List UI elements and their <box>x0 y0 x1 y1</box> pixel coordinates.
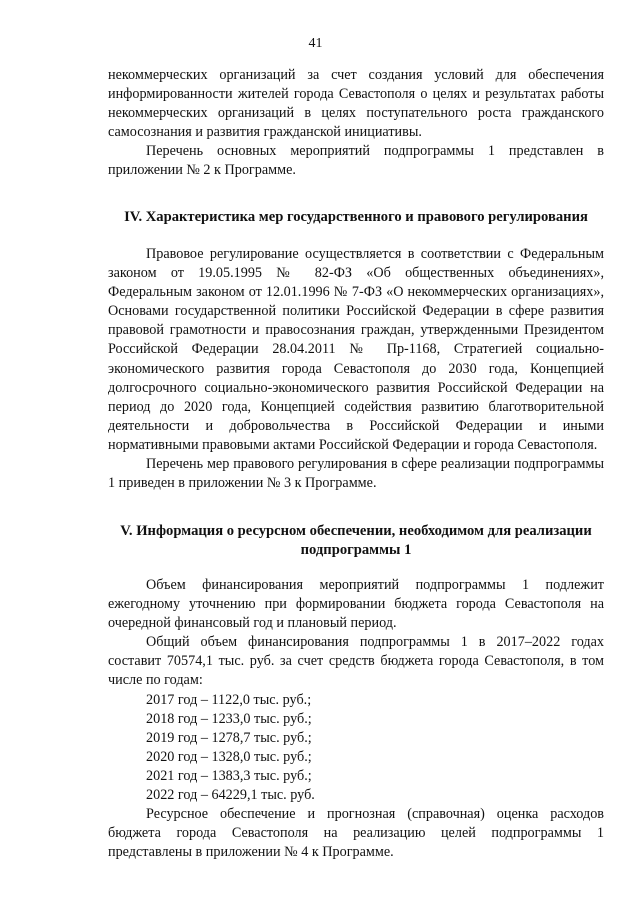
year-item: 2018 год – 1233,0 тыс. руб.; <box>146 710 312 727</box>
section-5-paragraph-1: Объем финансирования мероприятий подпрограммы 1 подлежит ежегодному уточнению при формировании бюджета города Севастополя на очередной финансовый год и плановый период. <box>108 577 604 632</box>
section-5-body <box>108 576 604 862</box>
year-item: 2021 год – 1383,3 тыс. руб.; <box>146 767 312 784</box>
section-5-title-line-1: V. Информация о ресурсном обеспечении, необходимом для реализации <box>120 523 592 539</box>
year-item: 2022 год – 64229,1 тыс. руб. <box>146 787 315 804</box>
section-5-paragraph-3: Ресурсное обеспечение и прогнозная (справочная) оценка расходов бюджета города Севастополя на реализацию целей подпрограммы 1 представлены в приложении № 4 к Программе. <box>108 806 604 861</box>
page-number: 41 <box>308 36 323 51</box>
section-4-paragraph-1: Правовое регулирование осуществляется в соответствии с Федеральным законом от 19.05.1995 № 82-ФЗ «Об общественных объединениях», Федеральным законом от 12.01.1996 № 7-ФЗ «О некоммерческих организациях», Основами государственной политики Российской Федерации в сфере развития правовой грамотности и правосознания граждан, утвержденными Президентом Российской Федерации 28.04.2011 № Пр-1168, Стратегией социально-экономического развития города Севастополя до 2030 года, Концепцией долгосрочного социально-экономического развития Российской Федерации на период до 2020 года, Концепцией содействия развитию благотворительной деятельности и добровольчества в Российской Федерации и иными нормативными правовыми актами Российской Федерации и города Севастополя. <box>108 246 604 453</box>
intro-block <box>108 66 604 181</box>
intro-list-reference: Перечень основных мероприятий подпрограммы 1 представлен в приложении № 2 к Программе. <box>108 143 604 179</box>
section-5-title-line-2: подпрограммы 1 <box>300 542 412 558</box>
section-4-paragraph-2: Перечень мер правового регулирования в сфере реализации подпрограммы 1 приведен в приложении № 3 к Программе. <box>108 456 604 492</box>
section-5-title <box>108 522 604 560</box>
year-item: 2019 год – 1278,7 тыс. руб.; <box>146 729 312 746</box>
section-4-body <box>108 245 604 493</box>
year-item: 2020 год – 1328,0 тыс. руб.; <box>146 748 312 765</box>
year-item: 2017 год – 1122,0 тыс. руб.; <box>146 691 312 708</box>
section-5-paragraph-2: Общий объем финансирования подпрограммы 1 в 2017–2022 годах составит 70574,1 тыс. руб. за счет средств бюджета города Севастополя, в том числе по годам: <box>108 634 604 689</box>
section-4-title: IV. Характеристика мер государственного и правового регулирования <box>124 209 588 225</box>
intro-continuation: некоммерческих организаций за счет создания условий для обеспечения информированности жителей города Севастополя о целях и результатах работы некоммерческих организаций в целях поступательного роста гражданского самосознания и развития гражданской инициативы. <box>108 67 604 141</box>
